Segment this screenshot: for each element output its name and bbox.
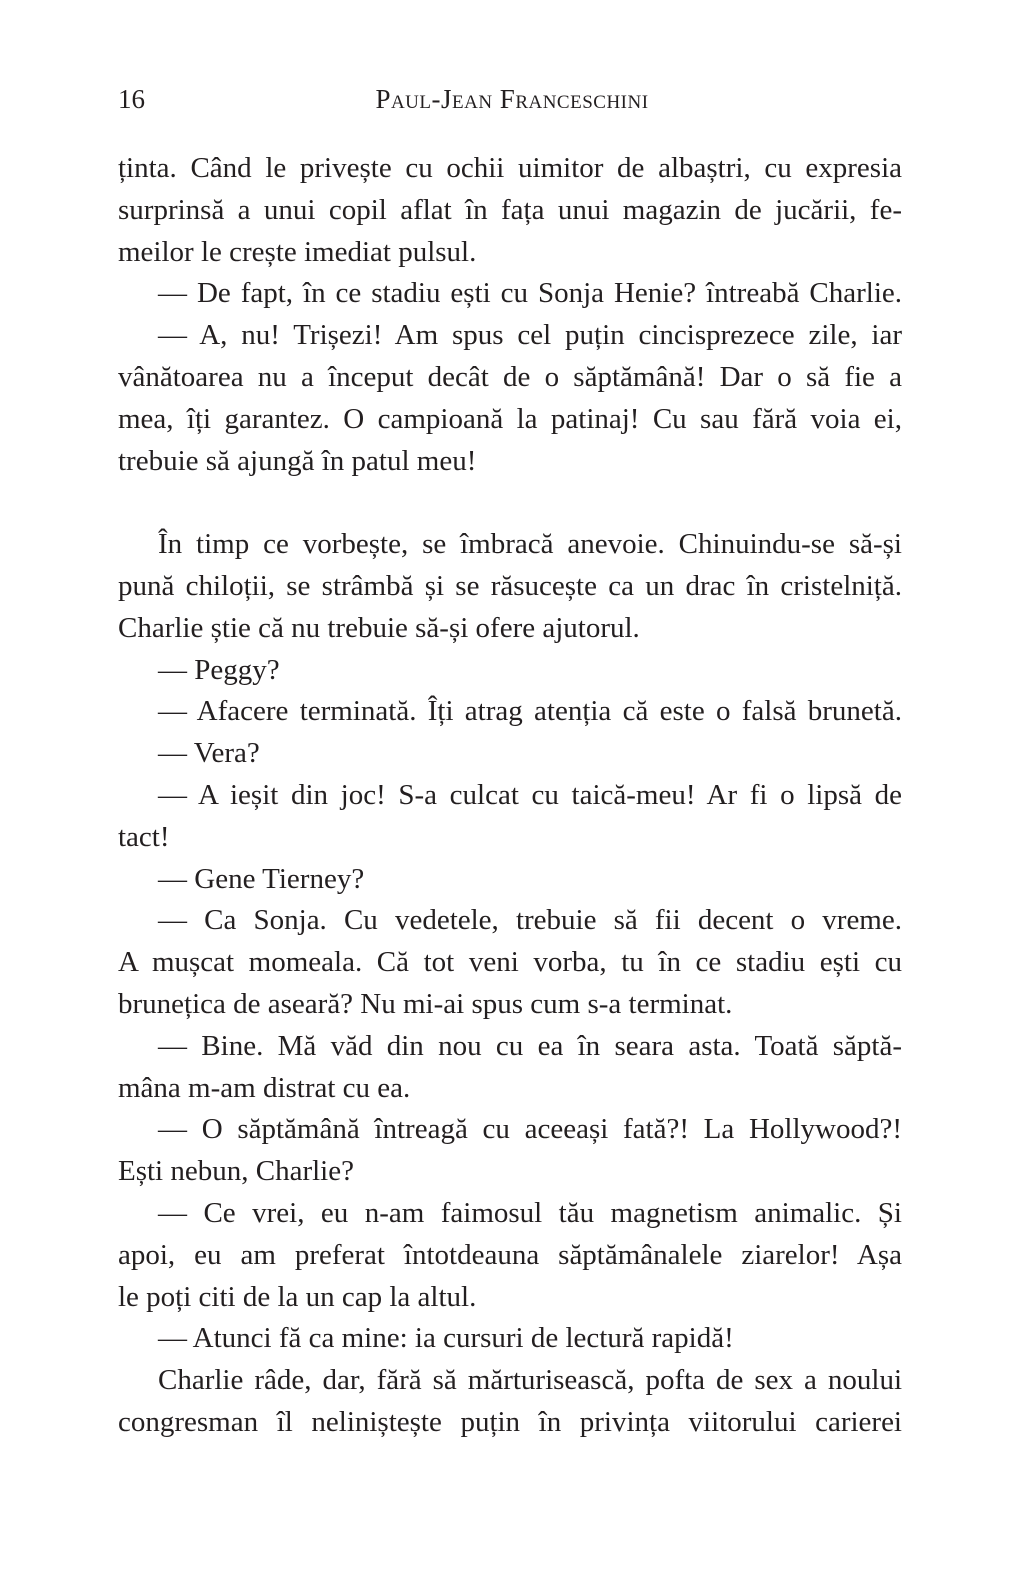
running-head: Paul-Jean Franceschini — [375, 84, 649, 114]
text-line: brunețica de aseară? Nu mi-ai spus cum s-a terminat. — [118, 987, 733, 1020]
text-line: vânătoarea nu a început decât de o săptămână! Dar o să fie a — [118, 360, 902, 393]
text-line: — O săptămână întreagă cu aceeași fată?! La Hollywood?! — [158, 1113, 902, 1146]
text-line: — Peggy? — [158, 653, 280, 686]
text-line: În timp ce vorbește, se îmbracă anevoie. Chinuindu-se să-și — [158, 528, 902, 561]
text-line: tact! — [118, 820, 170, 853]
text-line: pună chiloții, se strâmbă și se răsucește ca un drac în cristelniță. — [118, 569, 902, 602]
text-line: apoi, eu am preferat întotdeauna săptămânalele ziarelor! Așa — [118, 1238, 902, 1271]
text-line: Charlie râde, dar, fără să mărturisească, pofta de sex a noului — [158, 1364, 902, 1397]
text-line: — Ce vrei, eu n-am faimosul tău magnetism animalic. Și — [158, 1196, 902, 1229]
text-line: Charlie știe că nu trebuie să-și ofere ajutorul. — [118, 611, 640, 644]
text-line: Ești nebun, Charlie? — [118, 1155, 354, 1188]
text-line: le poți citi de la un cap la altul. — [118, 1280, 477, 1313]
text-line: — Bine. Mă văd din nou cu ea în seara asta. Toată săptă- — [158, 1029, 902, 1062]
section-break — [118, 482, 902, 524]
page-number: 16 — [118, 84, 145, 114]
text-line: congresman îl neliniștește puțin în privința viitorului carierei — [118, 1405, 902, 1438]
text-line: mâna m-am distrat cu ea. — [118, 1071, 411, 1104]
text-line: — A ieșit din joc! S-a culcat cu taică-meu! Ar fi o lipsă de — [158, 778, 902, 811]
text-line: A mușcat momeala. Că tot veni vorba, tu în ce stadiu ești cu — [118, 946, 902, 979]
text-line: trebuie să ajungă în patul meu! — [118, 444, 477, 477]
body-text — [118, 148, 902, 1444]
text-line: mea, îți garantez. O campioană la patinaj! Cu sau fără voia ei, — [118, 402, 902, 435]
text-line: — Gene Tierney? — [158, 862, 365, 895]
text-line: ținta. Când le privește cu ochii uimitor de albaștri, cu expresia — [118, 152, 902, 184]
text-line: surprinsă a unui copil aflat în fața unui magazin de jucării, fe- — [118, 193, 902, 226]
text-line: — A, nu! Trișezi! Am spus cel puțin cincisprezece zile, iar — [158, 319, 902, 352]
text-line: — Atunci fă ca mine: ia cursuri de lectură rapidă! — [158, 1322, 734, 1355]
text-line: — Vera? — [158, 737, 260, 770]
text-line: — Ca Sonja. Cu vedetele, trebuie să fii decent o vreme. — [158, 904, 902, 937]
text-line: — De fapt, în ce stadiu ești cu Sonja Henie? întreabă Charlie. — [158, 277, 902, 310]
text-line: — Afacere terminată. Îți atrag atenția că este o falsă brunetă. — [158, 695, 902, 728]
text-line: meilor le crește imediat pulsul. — [118, 235, 477, 268]
